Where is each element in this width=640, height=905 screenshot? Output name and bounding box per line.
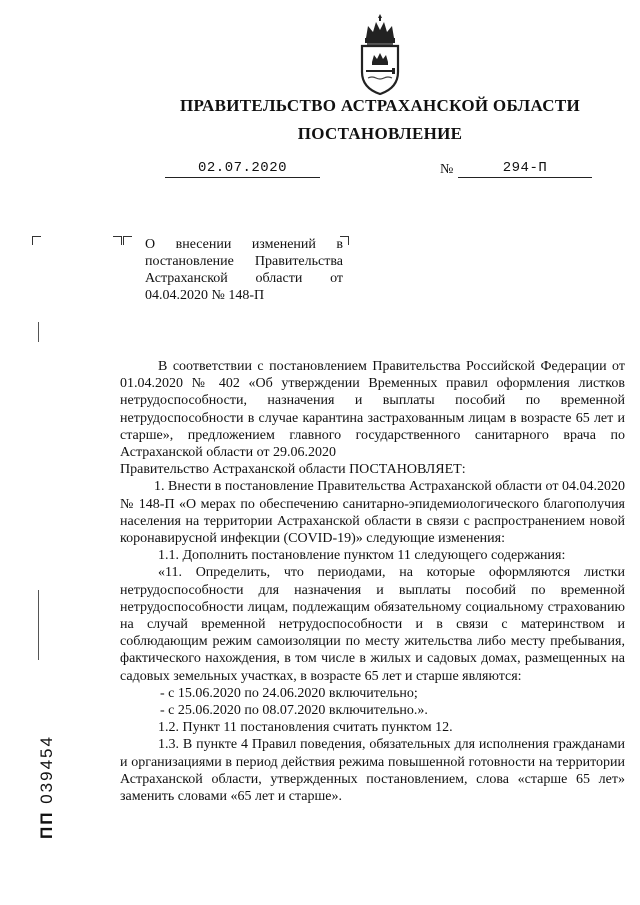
corner-mark-subject-a bbox=[113, 236, 122, 245]
item-1-3-paragraph: 1.3. В пункте 4 Правил поведения, обязательных для исполнения гражданами и организациями в период действия режима повышенной готовности на территории Астраханской области, утвержденных постановлением, слова «старше 65 лет» заменить словами «65 лет и старше». bbox=[120, 737, 625, 805]
margin-serial-code bbox=[37, 722, 57, 852]
document-body bbox=[120, 358, 625, 805]
government-title: ПРАВИТЕЛЬСТВО АСТРАХАНСКОЙ ОБЛАСТИ bbox=[180, 96, 580, 115]
item-1-paragraph: 1. Внести в постановление Правительства Астраханской области от 04.04.2020 № 148-П «О мерах по обеспечению санитарно-эпидемиологического благополучия населения на территории Астраханской области в связи с распространением новой коронавирусной инфекции (COVID-19)» следующие изменения: bbox=[120, 479, 625, 547]
margin-tick bbox=[38, 590, 39, 660]
preamble-paragraph: В соответствии с постановлением Правительства Российской Федерации от 01.04.2020 № 402 «Об утверждении Временных правил оформления листков нетрудоспособности, назначения и выплаты пособий по временной нетрудоспособности в случае карантина застрахованным лицам в возрасте 65 лет и старше», предложением главного государственного санитарного врача по Астраханской области от 29.06.2020 bbox=[120, 359, 625, 461]
corner-mark-subject-b bbox=[123, 236, 132, 245]
period-2-line: - с 25.06.2020 по 08.07.2020 включительно.». bbox=[160, 703, 428, 719]
margin-series: ПП bbox=[37, 810, 56, 839]
number-sign: № bbox=[440, 162, 454, 177]
margin-serial-text bbox=[37, 735, 57, 839]
period-1-line: - с 15.06.2020 по 24.06.2020 включительно; bbox=[160, 685, 418, 701]
item-1-1-paragraph: 1.1. Дополнить постановление пунктом 11 следующего содержания: bbox=[158, 548, 566, 564]
document-subject bbox=[145, 236, 343, 304]
margin-tick bbox=[38, 322, 39, 342]
subject-line: 04.04.2020 № 148-П bbox=[145, 288, 265, 303]
subject-line: постановление Правительства bbox=[145, 254, 343, 269]
coat-of-arms-emblem bbox=[354, 12, 406, 96]
document-number: 294-П bbox=[458, 160, 592, 178]
item-1-2-paragraph: 1.2. Пункт 11 постановления считать пунктом 12. bbox=[158, 720, 453, 736]
document-date: 02.07.2020 bbox=[165, 160, 320, 178]
item-11-paragraph: «11. Определить, что периодами, на которые оформляются листки нетрудоспособности для назначения и выплаты пособий по временной нетрудоспособности лицам, подлежащим обязательному социальному страхованию на случай временной нетрудоспособности и в связи с материнством и соблюдающим режим самоизоляции по месту жительства либо месту пребывания, фактического нахождения, в том числе в жилых и садовых домах, размещенных на садовых земельных участках, в возрасте 65 лет и старше являются: bbox=[120, 565, 625, 684]
document-type-title: ПОСТАНОВЛЕНИЕ bbox=[297, 124, 463, 143]
subject-line: О внесении изменений в bbox=[145, 237, 343, 252]
subject-line: Астраханской области от bbox=[145, 271, 343, 286]
decree-paragraph: Правительство Астраханской области ПОСТАНОВЛЯЕТ: bbox=[120, 462, 466, 478]
corner-mark-left bbox=[32, 236, 41, 245]
margin-code-number: 039454 bbox=[37, 735, 56, 804]
